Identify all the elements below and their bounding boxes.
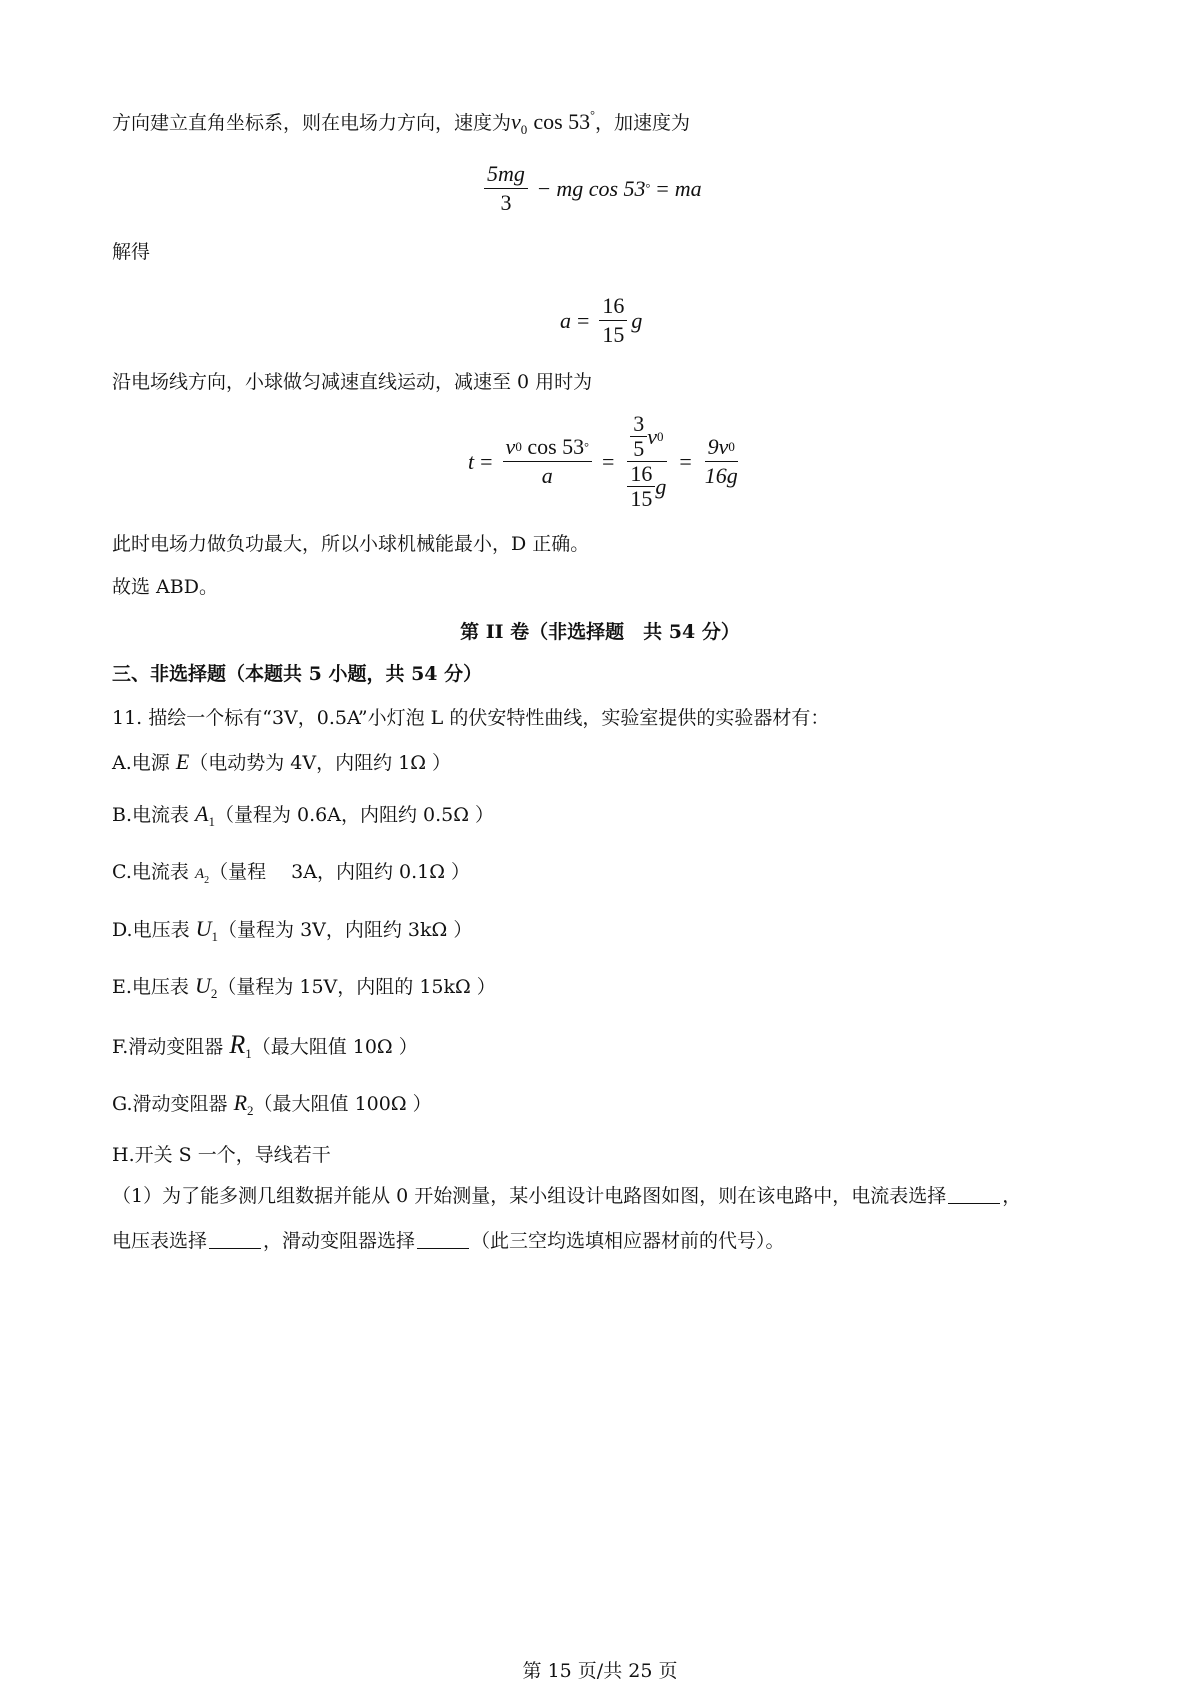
subquestion-1-line-2: 电压表选择 ，滑动变阻器选择 （此三空均选填相应器材前的代号）。: [112, 1230, 785, 1252]
section-title: 第 II 卷（非选择题 共 54 分）: [460, 621, 740, 643]
subquestion-1-line-1: （1）为了能多测几组数据并能从 0 开始测量，某小组设计电路图如图，则在该电路中，电流表选择 ，: [112, 1185, 1022, 1207]
question-11: 11. 描绘一个标有“3V，0.5A”小灯泡 L 的伏安特性曲线，实验室提供的实验器材有：: [112, 707, 830, 729]
equation-time: t = v 0 cos 53 ° a = $\frac{3}{5}$ v 0 $\frac{16}{15}$ g = 9v 0 16g: [468, 412, 745, 511]
solve-label: 解得: [112, 241, 151, 263]
equation-force: $\frac{5mg}{3}$ − mg cos 53 ° = ma: [480, 160, 702, 217]
blank-voltmeter[interactable]: [209, 1228, 261, 1249]
page-footer: 第 15 页/共 25 页: [522, 1660, 678, 1682]
item-c: C.电流表 $A_2$（量程 3A，内阻约 0.1Ω ）: [112, 861, 471, 886]
item-a: A.电源 E（电动势为 4V，内阻约 1Ω ）: [112, 749, 452, 774]
item-f: F.滑动变阻器 $R_1$（最大阻值 10Ω ）: [112, 1030, 418, 1061]
choice-line: 故选 ABD。: [112, 576, 218, 598]
decel-line: 沿电场线方向，小球做匀减速直线运动，减速至 0 用时为: [112, 371, 593, 393]
item-d: D.电压表 $U_1$（量程为 3V，内阻约 3kΩ ）: [112, 916, 473, 944]
equation-acceleration: a = $\frac{16}{15}$ g: [560, 293, 643, 347]
intro-line: 方向建立直角坐标系，则在电场力方向，速度为$v_0$ cos 53°，加速度为: [112, 108, 690, 137]
item-h: H.开关 S 一个，导线若干: [112, 1144, 331, 1166]
blank-ammeter[interactable]: [948, 1183, 1000, 1204]
blank-rheostat[interactable]: [417, 1228, 469, 1249]
conclusion-line: 此时电场力做负功最大，所以小球机械能最小，D 正确。: [112, 533, 590, 555]
fraction-5mg-over-3: $\frac{5mg}{3}$: [484, 160, 528, 217]
fraction-16-over-15: $\frac{16}{15}$: [599, 292, 627, 349]
intro-text: 方向建立直角坐标系，则在电场力方向，速度为: [112, 112, 512, 134]
fraction-9v0-over-16g: 9v 0 16g: [704, 434, 738, 488]
item-g: G.滑动变阻器 $R_2$（最大阻值 100Ω ）: [112, 1090, 432, 1118]
part-title: 三、非选择题（本题共 5 小题，共 54 分）: [112, 663, 483, 685]
fraction-v0cos-over-a: v 0 cos 53 ° a: [503, 433, 592, 490]
fraction-compound: $\frac{3}{5}$ v 0 $\frac{16}{15}$ g: [624, 412, 669, 511]
item-e: E.电压表 $U_2$（量程为 15V，内阻的 15kΩ ）: [112, 973, 496, 1001]
item-b: B.电流表 $A_1$（量程为 0.6A，内阻约 0.5Ω ）: [112, 801, 495, 829]
